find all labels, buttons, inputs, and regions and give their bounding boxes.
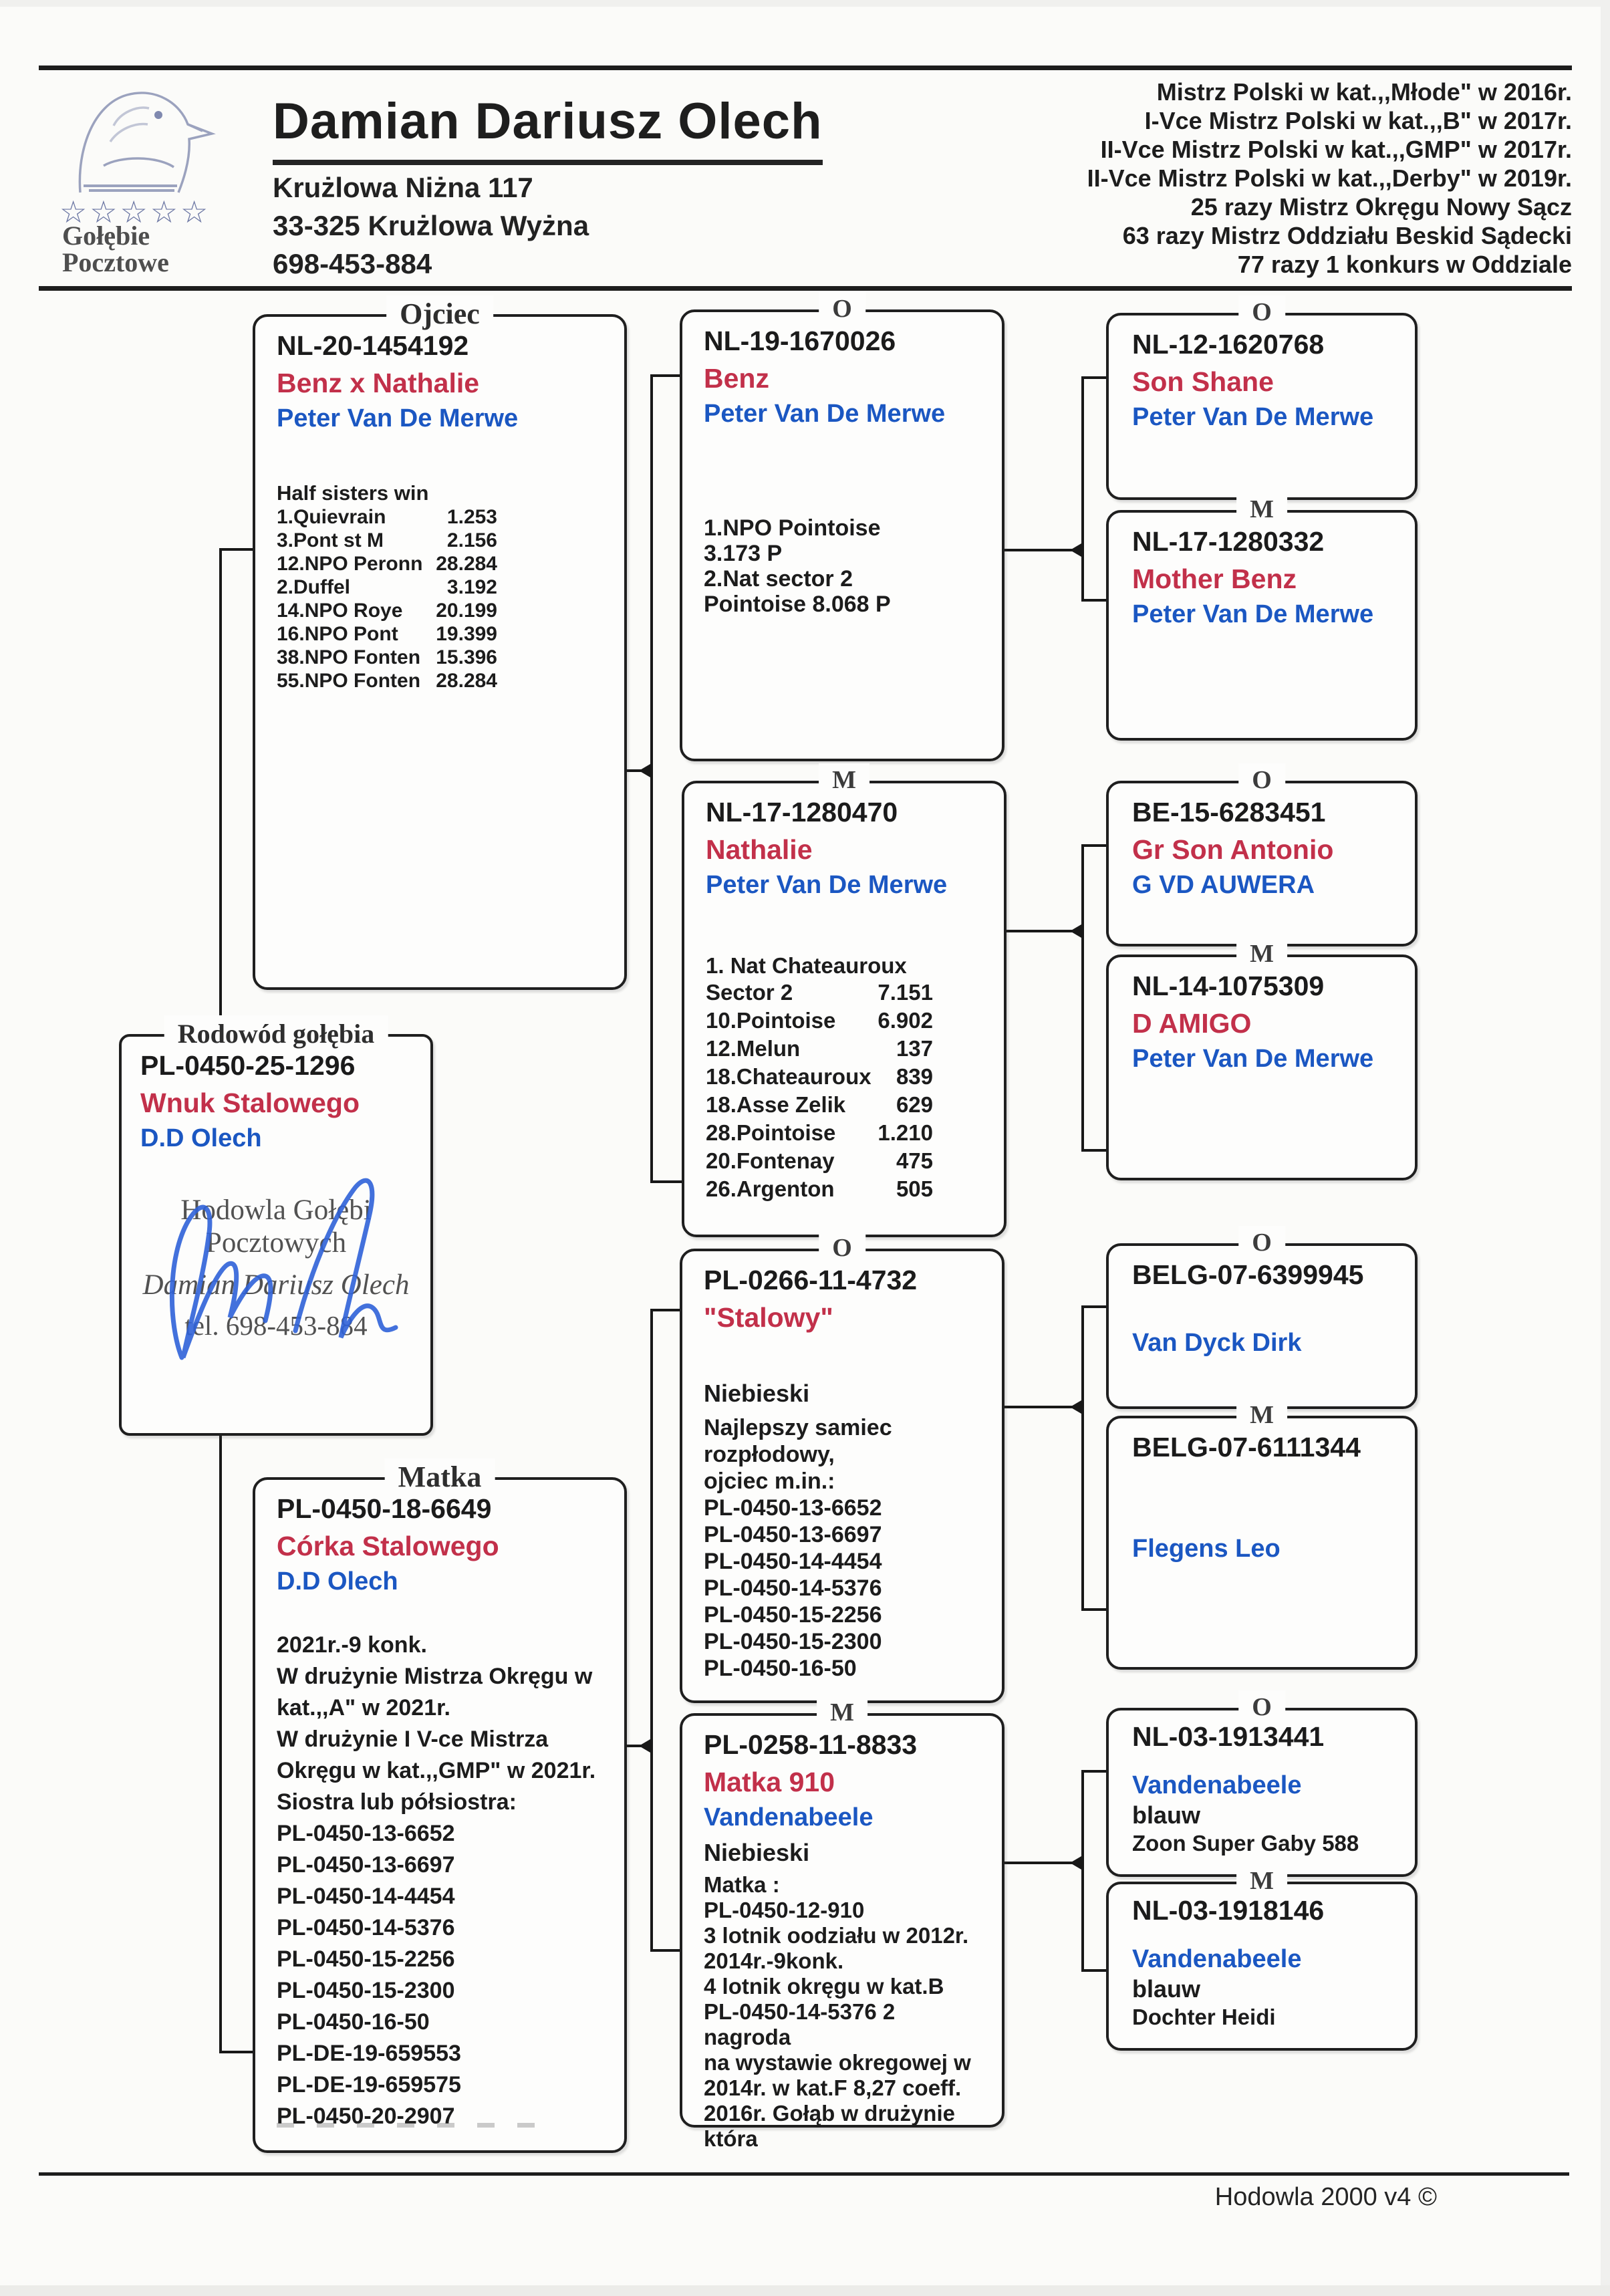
ring-number: PL-0258-11-8833 [704,1729,918,1760]
note-line: Zoon Super Gaby 588 [1132,1831,1359,1856]
father-ring-number: NL-20-1454192 [277,330,469,361]
subject-box-label: Rodowód gołębia [164,1015,388,1053]
result-row [277,576,497,599]
result-line: 2.Nat sector 2 [704,566,853,592]
father-pigeon-name: Benz x Nathalie [277,368,480,398]
info-line: Matka : [704,1872,780,1897]
info-line: W drużynie I V-ce Mistrza [277,1727,549,1752]
ring-number: NL-12-1620768 [1132,329,1325,360]
achievement-line: 77 razy 1 konkurs w Oddziale [1237,251,1572,278]
ggparent-mother-benz-box [1106,495,1418,741]
connector [1081,1149,1106,1152]
box-label: M [1236,1864,1287,1898]
mother-fancier-name: D.D Olech [277,1567,398,1596]
scan-edge-bottom [0,2285,1610,2296]
race-name: 55.NPO Fonten [277,670,421,692]
ring-number: BELG-07-6399945 [1132,1259,1364,1290]
ring-number: BE-15-6283451 [1132,797,1326,827]
ggparent-gr-son-antonio-box [1106,766,1418,946]
result-row [277,646,497,669]
address-line1: Krużlowa Niżna 117 [273,172,533,203]
info-line: PL-0450-15-2256 [704,1602,882,1628]
connector [1081,1770,1084,1972]
achievement-line: 63 razy Mistrz Oddziału Beskid Sądecki [1122,222,1572,249]
grandfather-stalowy-box [680,1234,1004,1703]
logo-org-line1: Gołębie [62,221,150,251]
info-lines [704,1414,984,1682]
box-label: M [1236,937,1287,971]
connector [650,374,681,377]
info-line: W drużynie Mistrza Okręgu w [277,1664,593,1689]
fancier-name: Peter Van De Merwe [704,400,946,428]
color-line: Niebieski [704,1380,810,1407]
software-credit: Hodowla 2000 v4 © [1214,2183,1437,2211]
result-row [277,552,497,576]
pigeon-name: D AMIGO [1132,1008,1252,1039]
loft-stamp [122,1194,430,1342]
ggparent-dochter-heidi-box [1106,1867,1418,2051]
info-line: PL-0450-13-6697 [704,1522,882,1547]
info-line: PL-0450-12-910 [704,1898,865,1922]
grandmother-nathalie-box [682,766,1007,1237]
subject-fancier-name: D.D Olech [140,1124,262,1152]
connector [1081,1305,1084,1611]
box-label: O [1238,295,1285,329]
race-name: 14.NPO Roye [277,600,403,622]
fancier-name: Peter Van De Merwe [1132,403,1374,431]
result-line: 3.173 P [704,541,783,566]
color-line: blauw [1132,1975,1201,2003]
box-label: M [819,763,869,797]
info-line: PL-DE-19-659553 [277,2041,461,2066]
info-line: PL-0450-20-2907 [277,2103,455,2129]
result-row [277,599,497,622]
result-line: Pointoise 8.068 P [704,592,891,617]
fancier-name: Van Dyck Dirk [1132,1329,1302,1357]
box-label: O [1238,1690,1285,1724]
fancier-name: Peter Van De Merwe [706,871,948,899]
father-fancier-name: Peter Van De Merwe [277,404,519,432]
race-result: 3.192 [446,576,497,598]
box-label: O [819,292,865,326]
loft-logo [57,86,251,277]
info-line: 3 lotnik oodziału w 2012r. [704,1923,969,1948]
race-result: 839 [896,1064,933,1089]
connector [650,1309,681,1311]
achievement-line: 25 razy Mistrz Okręgu Nowy Sącz [1190,193,1572,221]
info-line: PL-0450-14-5376 2 nagroda [704,1999,896,2049]
pigeon-name: Matka 910 [704,1767,835,1797]
fancier-name: Vandenabeele [1132,1771,1302,1799]
logo-org-line2: Pocztowe [62,247,169,277]
box-label: M [817,1696,867,1729]
race-result: 2.156 [446,529,497,551]
pigeon-name: Son Shane [1132,366,1274,397]
mother-info-lines [277,1630,607,2132]
info-line: PL-0450-16-50 [704,1656,857,1681]
info-line: PL-0450-14-4454 [277,1884,455,1909]
race-result: 6.902 [878,1008,933,1033]
ring-number: NL-03-1913441 [1132,1721,1325,1752]
fancier-name: Peter Van De Merwe [1132,1045,1374,1073]
race-result: 1.253 [446,506,497,528]
ring-number: NL-17-1280332 [1132,526,1325,557]
connector [1081,844,1084,1152]
footer-rule [39,2172,1569,2176]
ring-number: NL-14-1075309 [1132,971,1325,1001]
results-table [706,979,933,1203]
result-row [706,979,933,1007]
info-line: 2014r.-9konk. [704,1948,844,1973]
race-result: 19.399 [436,623,497,645]
info-line: PL-0450-15-2300 [277,1978,455,2003]
info-line: PL-0450-13-6652 [704,1495,882,1521]
connector-arrow-icon [1070,1400,1081,1414]
connector [999,930,1081,932]
color-line: blauw [1132,1801,1201,1829]
father-results-title: Half sisters win [277,481,429,505]
connector [650,1309,653,1952]
results-lines [704,515,984,617]
connector [1081,1608,1106,1611]
info-line: kat.,,A" w 2021r. [277,1695,450,1720]
subject-ring-number: PL-0450-25-1296 [140,1050,356,1081]
info-line: ojciec m.in.: [704,1469,835,1494]
info-line: 2021r.-9 konk. [277,1632,427,1658]
grandmother-matka910-box [680,1698,1004,2151]
stamp-line3: tel. 698-453-884 [184,1310,368,1341]
race-name: 12.NPO Peronn [277,553,423,575]
mother-box-label: Matka [385,1458,495,1496]
race-name: 18.Asse Zelik [706,1092,846,1117]
race-result: 629 [896,1092,933,1117]
race-result: 7.151 [878,980,933,1005]
ggparent-flegens-box [1106,1401,1418,1670]
achievement-line: I-Vce Mistrz Polski w kat.,,B" w 2017r. [1144,107,1572,134]
subject-box [119,1019,433,1436]
subject-pigeon-name: Wnuk Stalowego [140,1088,360,1118]
header-bottom-rule [39,286,1572,291]
results-title: 1. Nat Chateauroux [706,953,907,978]
father-results-table [277,505,497,692]
race-name: 2.Duffel [277,576,351,598]
top-rule [39,66,1572,70]
scan-edge-right [1601,0,1610,2296]
box-label: O [819,1231,865,1265]
race-name: 38.NPO Fonten [277,646,421,668]
connector [650,1949,681,1952]
race-name: 16.NPO Pont [277,623,398,645]
ring-number: NL-03-1918146 [1132,1895,1325,1926]
race-result: 15.396 [436,646,497,668]
mother-box [253,1460,627,2153]
pigeon-name: Mother Benz [1132,563,1297,594]
pigeon-name: "Stalowy" [704,1302,833,1333]
info-line: PL-0450-15-2256 [277,1946,455,1972]
ring-number: NL-19-1670026 [704,326,896,356]
connector [650,1180,683,1183]
race-name: Sector 2 [706,980,793,1005]
info-line: PL-DE-19-659575 [277,2072,461,2097]
race-result: 20.199 [436,600,497,622]
connector [219,548,253,551]
connector [999,549,1081,551]
fancier-name: Vandenabeele [704,1803,874,1831]
connector [1081,376,1106,379]
connector [1081,1305,1106,1308]
pigeon-name: Benz [704,363,769,394]
race-result: 137 [896,1036,933,1061]
box-label: M [1236,493,1287,526]
fancier-name: Peter Van De Merwe [1132,600,1374,628]
box-label: O [1238,1226,1285,1259]
ggparent-van-dyck-box [1106,1229,1418,1409]
mother-pigeon-name: Córka Stalowego [277,1531,499,1561]
result-row [706,1119,933,1147]
pigeon-name: Nathalie [706,834,813,865]
result-row [277,505,497,529]
race-name: 26.Argenton [706,1176,835,1201]
connector [219,548,222,1034]
race-result: 28.284 [436,553,497,575]
connector-arrow-icon [639,764,650,777]
connector-arrow-icon [639,1739,650,1753]
result-row [706,1007,933,1035]
result-line: 1.NPO Pointoise [704,515,881,541]
connector [1081,1770,1106,1773]
box-label: M [1236,1398,1287,1432]
race-name: 3.Pont st M [277,529,384,551]
race-name: 18.Chateauroux [706,1064,871,1089]
connector-arrow-icon [1070,543,1081,557]
ggparent-son-shane-box [1106,298,1418,500]
info-line: 2016r. Gołąb w drużynie która [704,2101,955,2151]
race-name: 20.Fontenay [706,1148,835,1173]
connector [1081,844,1106,847]
box-label: O [1238,763,1285,797]
result-row [706,1035,933,1063]
info-line: Najlepszy samiec rozpłodowy, [704,1415,892,1467]
info-line: PL-0450-14-4454 [704,1549,882,1574]
info-line: PL-0450-13-6697 [277,1852,455,1878]
info-line: PL-0450-13-6652 [277,1821,455,1846]
color-line: Niebieski [704,1839,810,1866]
race-name: 10.Pointoise [706,1008,836,1033]
race-name: 1.Quievrain [277,506,386,528]
info-line: PL-0450-14-5376 [704,1575,882,1601]
ring-number: NL-17-1280470 [706,797,898,827]
breeder-address [273,168,589,283]
father-box-label: Ojciec [386,295,493,333]
connector [999,1862,1081,1864]
connector [650,374,653,1183]
info-line: 2014r. w kat.F 8,27 coeff. [704,2075,962,2100]
mother-ring-number: PL-0450-18-6649 [277,1493,492,1524]
result-row [277,529,497,552]
result-row [277,622,497,646]
ggparent-zoon-gaby-box [1106,1693,1418,1877]
pigeon-head-icon [57,86,224,196]
result-row [706,1091,933,1119]
result-row [706,1175,933,1203]
connector [999,1406,1081,1408]
info-line: PL-0450-16-50 [277,2009,430,2035]
cut-text-artifact [277,2123,544,2128]
fancier-name: Flegens Leo [1132,1535,1281,1563]
ring-number: PL-0266-11-4732 [704,1265,918,1295]
result-row [277,669,497,692]
connector [1081,376,1084,602]
connector [219,2051,253,2053]
race-name: 12.Melun [706,1036,801,1061]
grandfather-benz-box [680,295,1004,761]
achievement-line: II-Vce Mistrz Polski w kat.,,Derby" w 2019r. [1087,164,1572,192]
stamp-line1: Hodowla Gołębi Pocztowych [180,1194,372,1259]
fancier-name: G VD AUWERA [1132,871,1315,899]
pigeon-name: Gr Son Antonio [1132,834,1334,865]
result-row [706,1063,933,1091]
scan-edge-top [0,0,1610,7]
note-line: Dochter Heidi [1132,2005,1276,2029]
race-result: 505 [896,1176,933,1201]
info-line: PL-0450-14-5376 [277,1915,455,1940]
father-box [253,297,627,990]
info-line: 4 lotnik okręgu w kat.B [704,1974,944,1999]
info-lines [704,1872,984,2152]
result-row [706,1147,933,1175]
info-line: Okręgu w kat.,,GMP" w 2021r. [277,1758,596,1783]
fancier-name: Vandenabeele [1132,1945,1302,1973]
race-name: 28.Pointoise [706,1120,836,1145]
info-line: PL-0450-15-2300 [704,1629,882,1654]
connector-arrow-icon [1070,924,1081,938]
stars-icon: ☆☆☆☆☆ [59,195,211,229]
info-line: Siostra lub półsiostra: [277,1789,517,1815]
race-result: 1.210 [878,1120,933,1145]
race-result: 475 [896,1148,933,1173]
breeder-name: Damian Dariusz Olech [273,92,823,165]
ring-number: BELG-07-6111344 [1132,1432,1361,1462]
breeder-phone: 698-453-884 [273,248,432,279]
connector-arrow-icon [1070,1856,1081,1870]
achievement-line: Mistrz Polski w kat.,,Młode" w 2016r. [1156,78,1572,106]
connector [219,1430,222,2053]
info-line: na wystawie okregowej w [704,2050,971,2075]
connector [1081,599,1106,602]
achievements-list [1087,78,1572,279]
stamp-line2: Damian Dariusz Olech [142,1269,410,1301]
address-line2: 33-325 Krużlowa Wyżna [273,210,589,241]
race-result: 28.284 [436,670,497,692]
connector [1081,1969,1106,1972]
ggparent-d-amigo-box [1106,940,1418,1180]
achievement-line: II-Vce Mistrz Polski w kat.,,GMP" w 2017r. [1100,136,1572,163]
logo-org-name [62,223,169,276]
